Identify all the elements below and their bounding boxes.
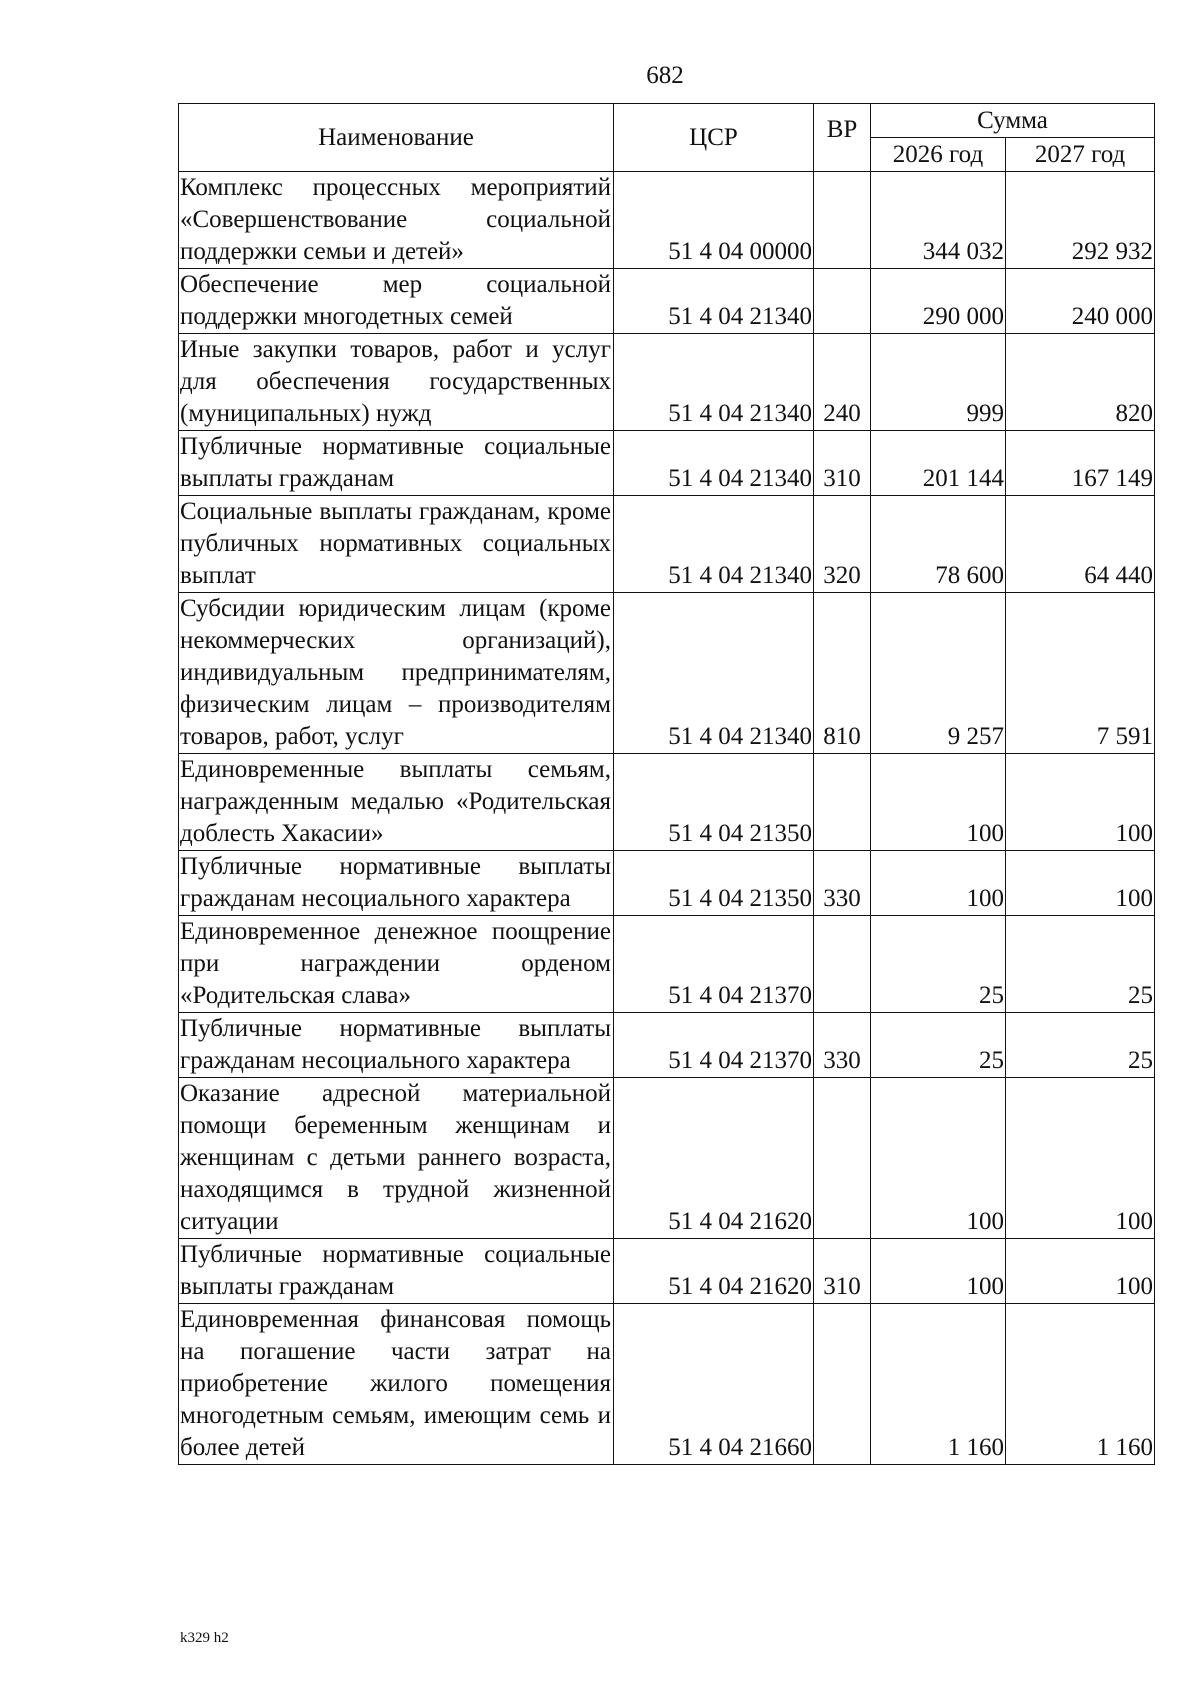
row-name-cell: Публичные нормативные социальные выплаты гражданам — [179, 1239, 614, 1304]
row-vr-cell — [814, 1304, 871, 1465]
table-row — [179, 1239, 1155, 1304]
row-vr-cell: 240 — [814, 334, 871, 431]
row-csr-cell: 51 4 04 21620 — [614, 1239, 814, 1304]
table-row — [179, 851, 1155, 916]
row-csr-cell: 51 4 04 21340 — [614, 431, 814, 496]
table-header — [179, 104, 1155, 172]
header-csr: ЦСР — [614, 104, 814, 172]
row-name-cell: Комплекс процессных мероприятий «Совершенствование социальной поддержки семьи и детей» — [179, 172, 614, 269]
row-amount-2026-cell: 25 — [871, 916, 1006, 1013]
page-number: 682 — [646, 62, 684, 89]
footer-code: k329 h2 — [180, 1630, 229, 1646]
row-vr-cell: 330 — [814, 851, 871, 916]
row-amount-2027-cell: 820 — [1006, 334, 1155, 431]
row-amount-2027-cell: 100 — [1006, 1239, 1155, 1304]
row-amount-2026-cell: 1 160 — [871, 1304, 1006, 1465]
header-vr: ВР — [814, 104, 871, 172]
row-amount-2027-cell: 64 440 — [1006, 496, 1155, 593]
row-vr-cell — [814, 172, 871, 269]
row-name-cell: Единовременные выплаты семьям, награжденным медалью «Родительская доблесть Хакасии» — [179, 754, 614, 851]
header-name: Наименование — [179, 104, 614, 172]
table-row — [179, 1304, 1155, 1465]
row-csr-cell: 51 4 04 21370 — [614, 1013, 814, 1078]
row-csr-cell: 51 4 04 00000 — [614, 172, 814, 269]
budget-table — [178, 103, 1155, 1465]
row-name-cell: Социальные выплаты гражданам, кроме публичных нормативных социальных выплат — [179, 496, 614, 593]
row-name-cell: Оказание адресной материальной помощи беременным женщинам и женщинам с детьми раннего возраста, находящимся в трудной жизненной ситуации — [179, 1078, 614, 1239]
row-amount-2026-cell: 100 — [871, 1078, 1006, 1239]
row-amount-2026-cell: 100 — [871, 754, 1006, 851]
row-csr-cell: 51 4 04 21370 — [614, 916, 814, 1013]
row-amount-2027-cell: 292 932 — [1006, 172, 1155, 269]
table-body — [179, 172, 1155, 1465]
table-row — [179, 593, 1155, 754]
row-amount-2027-cell: 7 591 — [1006, 593, 1155, 754]
row-amount-2026-cell: 78 600 — [871, 496, 1006, 593]
row-csr-cell: 51 4 04 21350 — [614, 754, 814, 851]
row-amount-2026-cell: 100 — [871, 851, 1006, 916]
row-vr-cell — [814, 916, 871, 1013]
row-amount-2027-cell: 240 000 — [1006, 269, 1155, 334]
row-csr-cell: 51 4 04 21340 — [614, 496, 814, 593]
row-vr-cell — [814, 269, 871, 334]
table-row — [179, 754, 1155, 851]
header-year-2026: 2026 год — [871, 138, 1006, 172]
row-amount-2027-cell: 167 149 — [1006, 431, 1155, 496]
table-row — [179, 269, 1155, 334]
row-amount-2026-cell: 100 — [871, 1239, 1006, 1304]
row-amount-2027-cell: 100 — [1006, 851, 1155, 916]
row-vr-cell: 310 — [814, 1239, 871, 1304]
row-amount-2027-cell: 100 — [1006, 1078, 1155, 1239]
row-amount-2027-cell: 25 — [1006, 916, 1155, 1013]
row-name-cell: Иные закупки товаров, работ и услуг для обеспечения государственных (муниципальных) нужд — [179, 334, 614, 431]
table-row — [179, 1078, 1155, 1239]
row-csr-cell: 51 4 04 21340 — [614, 593, 814, 754]
table-row — [179, 431, 1155, 496]
row-vr-cell: 320 — [814, 496, 871, 593]
row-name-cell: Субсидии юридическим лицам (кроме некоммерческих организаций), индивидуальным предпринимателям, физическим лицам – производителям товаров, работ, услуг — [179, 593, 614, 754]
table-row — [179, 496, 1155, 593]
table-row — [179, 1013, 1155, 1078]
table-row — [179, 334, 1155, 431]
row-name-cell: Обеспечение мер социальной поддержки многодетных семей — [179, 269, 614, 334]
row-vr-cell: 810 — [814, 593, 871, 754]
row-amount-2027-cell: 100 — [1006, 754, 1155, 851]
row-amount-2027-cell: 25 — [1006, 1013, 1155, 1078]
row-amount-2026-cell: 290 000 — [871, 269, 1006, 334]
row-name-cell: Публичные нормативные выплаты гражданам несоциального характера — [179, 851, 614, 916]
header-sum: Сумма — [871, 104, 1155, 138]
row-name-cell: Публичные нормативные выплаты гражданам несоциального характера — [179, 1013, 614, 1078]
row-amount-2026-cell: 9 257 — [871, 593, 1006, 754]
row-vr-cell: 330 — [814, 1013, 871, 1078]
header-year-2027: 2027 год — [1006, 138, 1155, 172]
table-row — [179, 172, 1155, 269]
row-csr-cell: 51 4 04 21660 — [614, 1304, 814, 1465]
row-amount-2026-cell: 25 — [871, 1013, 1006, 1078]
row-csr-cell: 51 4 04 21340 — [614, 334, 814, 431]
row-vr-cell — [814, 1078, 871, 1239]
row-csr-cell: 51 4 04 21350 — [614, 851, 814, 916]
table-row — [179, 916, 1155, 1013]
row-csr-cell: 51 4 04 21340 — [614, 269, 814, 334]
row-amount-2027-cell: 1 160 — [1006, 1304, 1155, 1465]
row-csr-cell: 51 4 04 21620 — [614, 1078, 814, 1239]
row-amount-2026-cell: 999 — [871, 334, 1006, 431]
row-amount-2026-cell: 344 032 — [871, 172, 1006, 269]
row-vr-cell — [814, 754, 871, 851]
row-amount-2026-cell: 201 144 — [871, 431, 1006, 496]
row-name-cell: Публичные нормативные социальные выплаты гражданам — [179, 431, 614, 496]
row-vr-cell: 310 — [814, 431, 871, 496]
row-name-cell: Единовременная финансовая помощь на погашение части затрат на приобретение жилого помещения многодетным семьям, имеющим семь и более детей — [179, 1304, 614, 1465]
row-name-cell: Единовременное денежное поощрение при награждении орденом «Родительская слава» — [179, 916, 614, 1013]
